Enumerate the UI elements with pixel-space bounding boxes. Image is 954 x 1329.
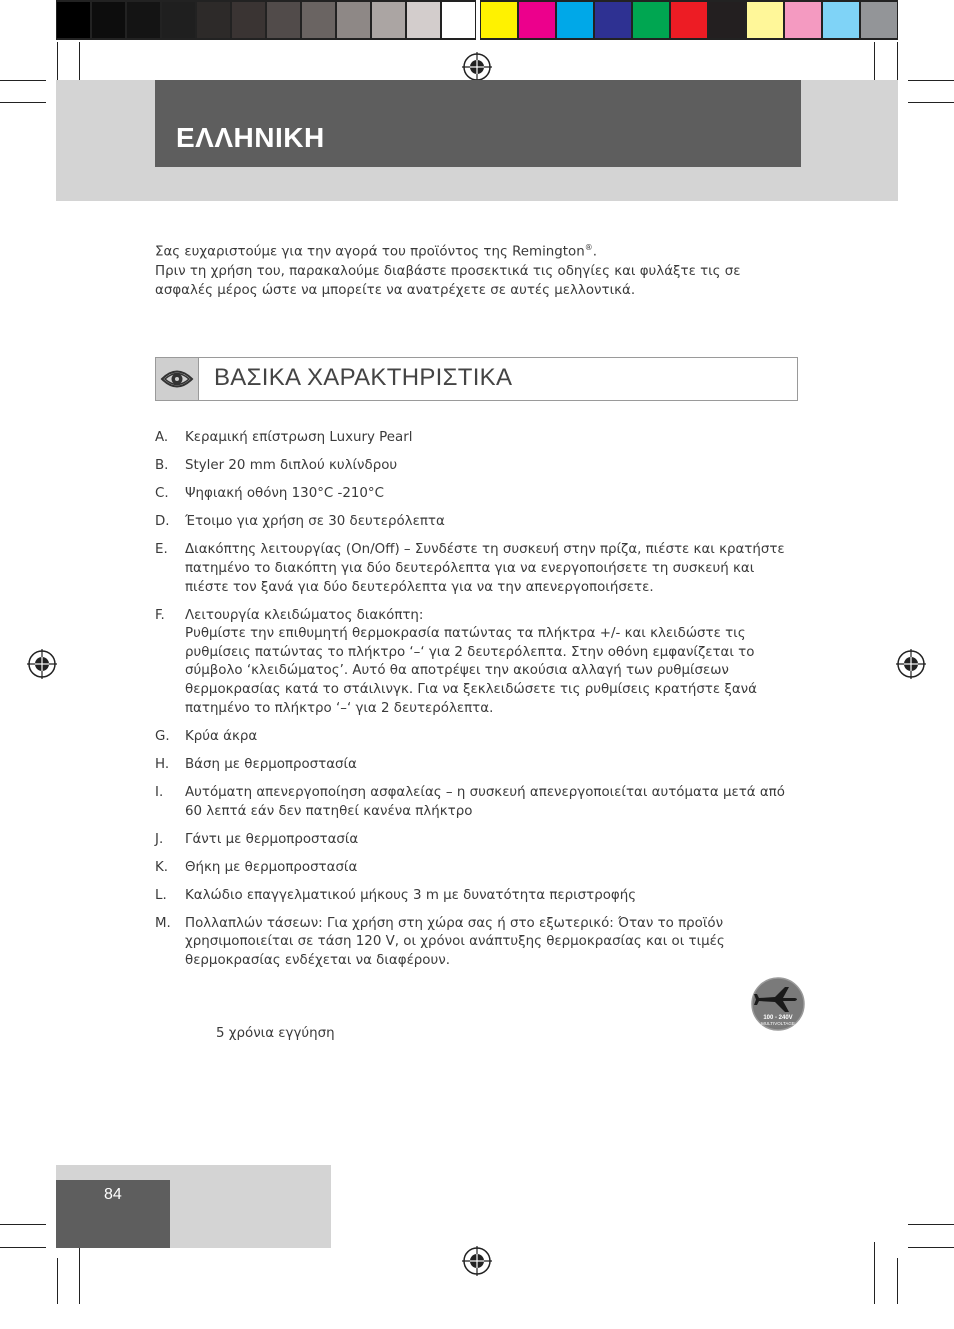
list-item-letter: L. bbox=[155, 887, 167, 903]
color-swatch bbox=[407, 2, 440, 38]
registered-mark: ® bbox=[584, 243, 593, 252]
page-number: 84 bbox=[104, 1186, 122, 1203]
list-item-text bbox=[185, 831, 795, 850]
list-item-text bbox=[185, 429, 795, 448]
list-item-letter: E. bbox=[155, 542, 168, 558]
list-item bbox=[155, 457, 795, 476]
list-item bbox=[155, 728, 795, 747]
list-item bbox=[155, 756, 795, 775]
intro-paragraph: Πριν τη χρήση του, παρακαλούμε διαβάστε προσεκτικά τις οδηγίες και φυλάξτε τις σε ασφαλές μέρος ώστε να μπορείτε να ανατρέχετε σε αυτές μελλοντικά. bbox=[155, 263, 741, 298]
page-title: ΕΛΛΗΝΙΚΗ bbox=[176, 122, 325, 153]
list-item-text bbox=[185, 513, 795, 532]
list-item bbox=[155, 831, 795, 850]
list-item-letter: B. bbox=[155, 458, 169, 474]
color-swatch bbox=[372, 2, 405, 38]
color-swatch bbox=[633, 2, 669, 38]
list-item-line: Βάση με θερμοπροστασία bbox=[185, 756, 357, 772]
list-item-letter: I. bbox=[155, 784, 164, 800]
color-swatch bbox=[92, 2, 125, 38]
list-item-line: Αυτόματη απενεργοποίηση ασφαλείας – η συσκευή απενεργοποιείται αυτόματα μετά από 60 λεπτά εάν δεν πατηθεί κανένα πλήκτρο bbox=[185, 784, 785, 819]
list-item bbox=[155, 915, 795, 971]
list-item-letter: G. bbox=[155, 728, 170, 744]
section-icon-box bbox=[155, 357, 199, 401]
list-item-line: Κεραμική επίστρωση Luxury Pearl bbox=[185, 430, 413, 445]
list-item bbox=[155, 513, 795, 532]
list-item-line: Ψηφιακή οθόνη 130°C -210°C bbox=[185, 486, 384, 502]
list-item-line: Styler 20 mm διπλού κυλίνδρου bbox=[185, 458, 398, 474]
list-item-letter: D. bbox=[155, 514, 170, 530]
list-item bbox=[155, 859, 795, 878]
color-swatch bbox=[595, 2, 631, 38]
registration-mark-bottom bbox=[462, 1246, 492, 1276]
section-title: ΒΑΣΙΚΑ ΧΑΡΑΚΤΗΡΙΣΤΙΚΑ bbox=[214, 364, 513, 391]
list-item bbox=[155, 541, 795, 597]
list-item-letter: F. bbox=[155, 607, 165, 623]
features-list bbox=[155, 429, 795, 980]
list-item-text bbox=[185, 756, 795, 775]
color-bar-greys bbox=[56, 0, 476, 40]
intro-line1: Σας ευχαριστούμε για την αγορά του προϊόντος της Remington bbox=[155, 244, 585, 260]
list-item-text bbox=[185, 728, 795, 747]
list-item-text bbox=[185, 784, 795, 821]
registration-mark-right bbox=[896, 649, 926, 679]
multivoltage-badge bbox=[751, 976, 805, 1032]
list-item-letter: K. bbox=[155, 859, 169, 875]
color-swatch bbox=[127, 2, 160, 38]
color-swatch bbox=[747, 2, 783, 38]
color-swatch bbox=[232, 2, 265, 38]
list-item-line: Κρύα άκρα bbox=[185, 728, 258, 744]
list-item-letter: M. bbox=[155, 915, 171, 931]
list-item bbox=[155, 429, 795, 448]
eye-icon bbox=[156, 358, 198, 400]
list-item bbox=[155, 887, 795, 906]
list-item-text bbox=[185, 541, 795, 597]
color-swatch bbox=[785, 2, 821, 38]
list-item-text bbox=[185, 485, 795, 504]
list-item-text bbox=[185, 915, 795, 971]
list-item-line: Πολλαπλών τάσεων: Για χρήση στη χώρα σας ή στο εξωτερικό: Όταν το προϊόν χρησιμοποιείται σε τάση 120 V, οι χρόνοι ανάπτυξης θερμοκρασίας και οι τιμές θερμοκρασίας ενδέχεται να διαφέρουν. bbox=[185, 915, 725, 969]
list-item-detail: Ρυθμίστε την επιθυμητή θερμοκρασία πατώντας τα πλήκτρα +/- και κλειδώστε τις ρυθμίσεις πατώντας το πλήκτρο ‘–‘ για 2 δευτερόλεπτα. Στην οθόνη εμφανίζεται το σύμβολο ‘κλειδώματος’. Αυτό θα αποτρέψει την ακούσια αλλαγή των ρυθμίσεων θερμοκρασίας κατά το στάιλινγκ. Για να ξεκλειδώσετε τις ρυθμίσεις κρατήστε ξανά πατημένο το πλήκτρο ‘–‘ για 2 δευτερόλεπτα. bbox=[185, 626, 757, 716]
list-item-line: Καλώδιο επαγγελματικού μήκους 3 m με δυνατότητα περιστροφής bbox=[185, 887, 637, 903]
color-swatch bbox=[709, 2, 745, 38]
badge-label: MULTIVOLTAGE bbox=[761, 1021, 795, 1026]
list-item-letter: A. bbox=[155, 430, 169, 445]
registration-mark-left bbox=[27, 649, 57, 679]
color-swatch bbox=[823, 2, 859, 38]
list-item-line: Διακόπτης λειτουργίας (On/Off) – Συνδέστε τη συσκευή στην πρίζα, πιέστε και κρατήστε πατημένο το διακόπτη για δύο δευτερόλεπτα για να ενεργοποιήσετε τη συσκευή και πιέστε τον ξανά για δύο δευτερόλεπτα για να την απενεργοποιήσετε. bbox=[185, 542, 785, 595]
list-item-letter: H. bbox=[155, 756, 170, 772]
color-swatch bbox=[519, 2, 555, 38]
color-swatch bbox=[162, 2, 195, 38]
list-item bbox=[155, 607, 795, 719]
intro-line1-end: . bbox=[592, 244, 597, 260]
color-swatch bbox=[557, 2, 593, 38]
intro-text bbox=[155, 238, 775, 300]
registration-mark-top bbox=[462, 52, 492, 82]
color-swatch bbox=[337, 2, 370, 38]
color-swatch bbox=[267, 2, 300, 38]
list-item-line: Γάντι με θερμοπροστασία bbox=[185, 831, 359, 847]
list-item-text bbox=[185, 457, 795, 476]
warranty-text: 5 χρόνια εγγύηση bbox=[216, 1026, 335, 1041]
color-swatch bbox=[197, 2, 230, 38]
list-item-text bbox=[185, 887, 795, 906]
color-bar-colors bbox=[480, 0, 898, 40]
badge-voltage: 100 - 240V bbox=[763, 1015, 793, 1021]
color-swatch bbox=[442, 2, 475, 38]
color-swatch bbox=[481, 2, 517, 38]
list-item-text bbox=[185, 859, 795, 878]
color-swatch bbox=[671, 2, 707, 38]
color-swatch bbox=[861, 2, 897, 38]
list-item-line: Λειτουργία κλειδώματος διακόπτη: bbox=[185, 607, 424, 623]
color-swatch bbox=[57, 2, 90, 38]
color-swatch bbox=[302, 2, 335, 38]
list-item-line: Έτοιμο για χρήση σε 30 δευτερόλεπτα bbox=[185, 514, 445, 530]
list-item bbox=[155, 784, 795, 821]
list-item-letter: J. bbox=[155, 831, 164, 847]
list-item-letter: C. bbox=[155, 486, 169, 502]
list-item-text bbox=[185, 607, 795, 719]
list-item-line: Θήκη με θερμοπροστασία bbox=[185, 859, 358, 875]
list-item bbox=[155, 485, 795, 504]
